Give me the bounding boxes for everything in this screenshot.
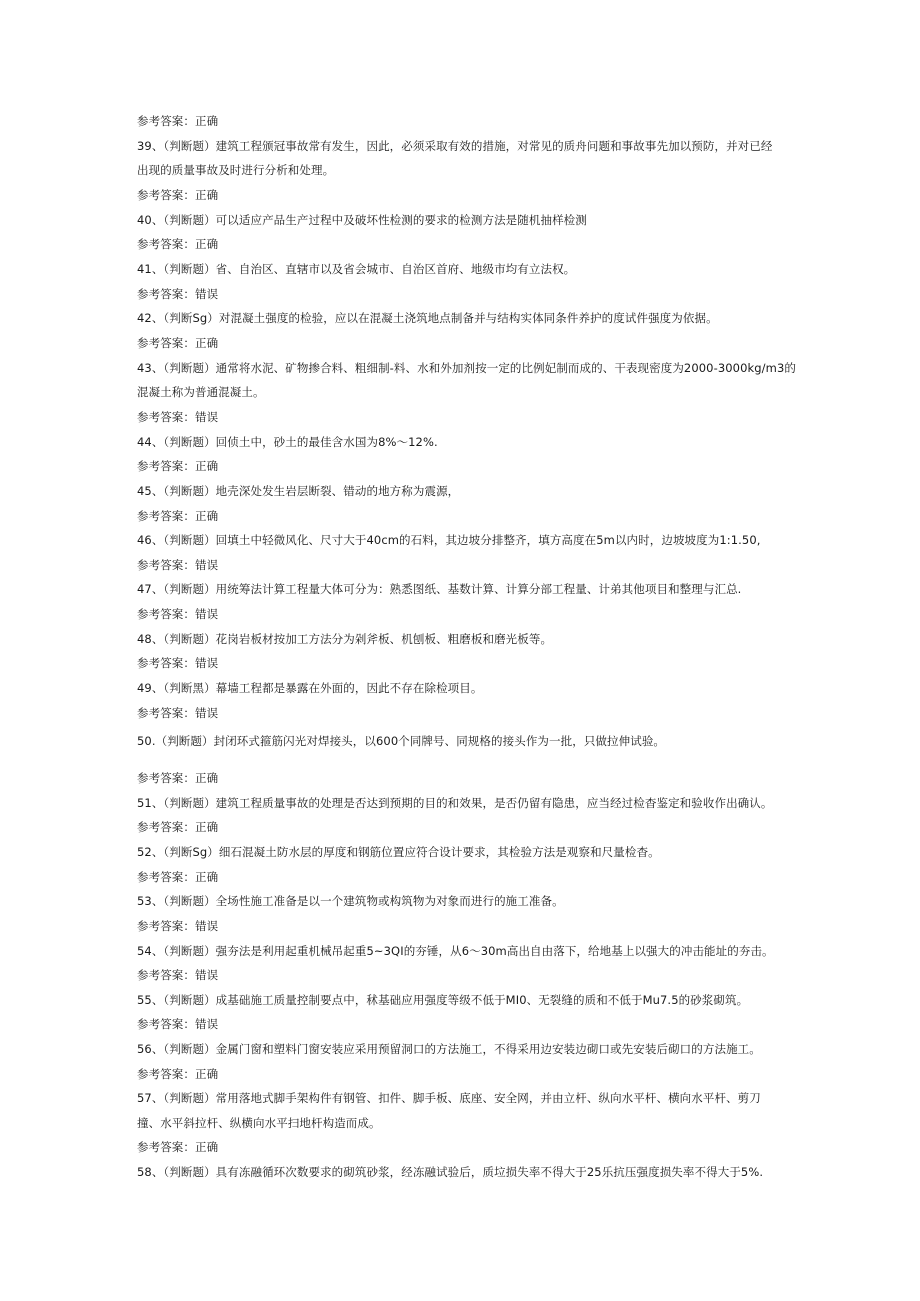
answer-line: 参考答案：正确 xyxy=(137,820,219,834)
question-50: 50.（判断题）封闭环式箍筋闪光对焊接头，以600个同牌号、同规格的接头作为一批，只做拉伸试验。 xyxy=(137,734,666,748)
question-52: 52、（判断Sg）细石混凝土防水层的厚度和钢筋位置应符合设计要求，其检验方法是观察和尺量检杳。 xyxy=(137,845,660,859)
answer-line: 参考答案：正确 xyxy=(137,336,219,350)
question-39: 39、（判断题）建筑工程颁冠事故常有发生，因此，必须采取有效的措施，对常见的质舟问题和事故事先加以预防，并对已经 xyxy=(137,139,773,153)
question-47: 47、（判断题）用统筹法计算工程量大体可分为：熟悉图纸、基数计算、计算分部工程量、计弟其他项目和整理与汇总. xyxy=(137,582,742,596)
answer-line: 参考答案：正确 xyxy=(137,771,219,785)
answer-line: 参考答案：错误 xyxy=(137,656,219,670)
answer-line: 参考答案：错误 xyxy=(137,919,219,933)
question-41: 41、（判断题）省、自治区、直辖市以及省会城市、自治区首府、地级市均有立法权。 xyxy=(137,262,576,276)
answer-line: 参考答案：错误 xyxy=(137,706,219,720)
answer-line: 参考答案：错误 xyxy=(137,558,219,572)
question-43-cont: 混凝土称为普通混凝土。 xyxy=(137,385,265,399)
answer-line: 参考答案：错误 xyxy=(137,607,219,621)
question-53: 53、（判断题）全场性施工准备是以一个建筑物或构筑物为对象而进行的施工准备。 xyxy=(137,894,564,908)
question-40: 40、（判断题）可以适应产品生产过程中及破坏性检测的要求的检测方法是随机抽样检测 xyxy=(137,213,587,227)
question-46: 46、（判断题）回填土中轻微风化、尺寸大于40cm的石料，其边坡分排整齐，填方高度在5m以内时，边坡坡度为1:1.50, xyxy=(137,533,761,547)
question-54: 54、（判断题）强夯法是利用起重机械吊起重5~3QI的夯锤，从6～30m高出自由落下，给地基上以强大的冲击能址的夯击。 xyxy=(137,944,774,958)
answer-line: 参考答案：正确 xyxy=(137,237,219,251)
answer-line: 参考答案：错误 xyxy=(137,968,219,982)
question-43: 43、（判断题）通常将水泥、矿物掺合料、粗细制-料、水和外加剂按一定的比例妃制而成的、干表现密度为2000-3000kg∕m3的 xyxy=(137,361,796,375)
question-44: 44、（判断题）回侦土中，砂土的最佳含水国为8%～12%. xyxy=(137,435,438,449)
question-48: 48、（判断题）花岗岩板材按加工方法分为剁斧板、机刨板、粗磨板和磨光板等。 xyxy=(137,632,553,646)
answer-line: 参考答案：正确 xyxy=(137,459,219,473)
question-42: 42、（判断Sg）对混凝土强度的检验，应以在混凝土浇筑地点制备并与结构实体同条件养护的度试件强度为依据。 xyxy=(137,311,718,325)
answer-line: 参考答案：错误 xyxy=(137,287,219,301)
question-39-cont: 出现的质量事故及时进行分析和处理。 xyxy=(137,163,335,177)
question-57-cont: 撞、水平斜拉杆、纵横向水平扫地杆构造而成。 xyxy=(137,1116,381,1130)
answer-line: 参考答案：正确 xyxy=(137,1140,219,1154)
question-45: 45、（判断题）地壳深处发生岩层断裂、错动的地方称为震源， xyxy=(137,484,460,498)
question-58: 58、（判断题）具有冻融循环次数要求的砌筑砂浆，经冻融试验后，质垃损失率不得大于25乐抗压强度损失率不得大于5%. xyxy=(137,1165,764,1179)
question-51: 51、（判断题）建筑工程质量事故的处理是否达到预期的目的和效果，是否仍留有隐患，应当经过检杳鉴定和验收作出确认。 xyxy=(137,796,773,810)
question-56: 56、（判断题）金属门窗和塑料门窗安装应采用预留洞口的方法施工，不得采用边安装边砌口或先安装后砌口的方法施工。 xyxy=(137,1042,761,1056)
answer-line: 参考答案：错误 xyxy=(137,1017,219,1031)
question-57: 57、（判断题）常用落地式脚手架构件有钢管、扣件、脚手板、底座、安全网，并由立杆、纵向水平杆、横向水平杆、剪刀 xyxy=(137,1091,761,1105)
answer-line: 参考答案：正确 xyxy=(137,870,219,884)
answer-line: 参考答案：正确 xyxy=(137,509,219,523)
answer-line: 参考答案：正确 xyxy=(137,188,219,202)
question-49: 49、（判断黑）幕墙工程都是暴露在外面的，因此不存在除检项目。 xyxy=(137,681,483,695)
answer-line: 参考答案：正确 xyxy=(137,114,219,128)
answer-line: 参考答案：正确 xyxy=(137,1067,219,1081)
question-55: 55、（判断题）成基础施工质量控制要点中，秫基础应用强度等级不低于MI0、无裂缝的质和不低于Mu7.5的砂浆砌筑。 xyxy=(137,993,749,1007)
answer-line: 参考答案：错误 xyxy=(137,410,219,424)
